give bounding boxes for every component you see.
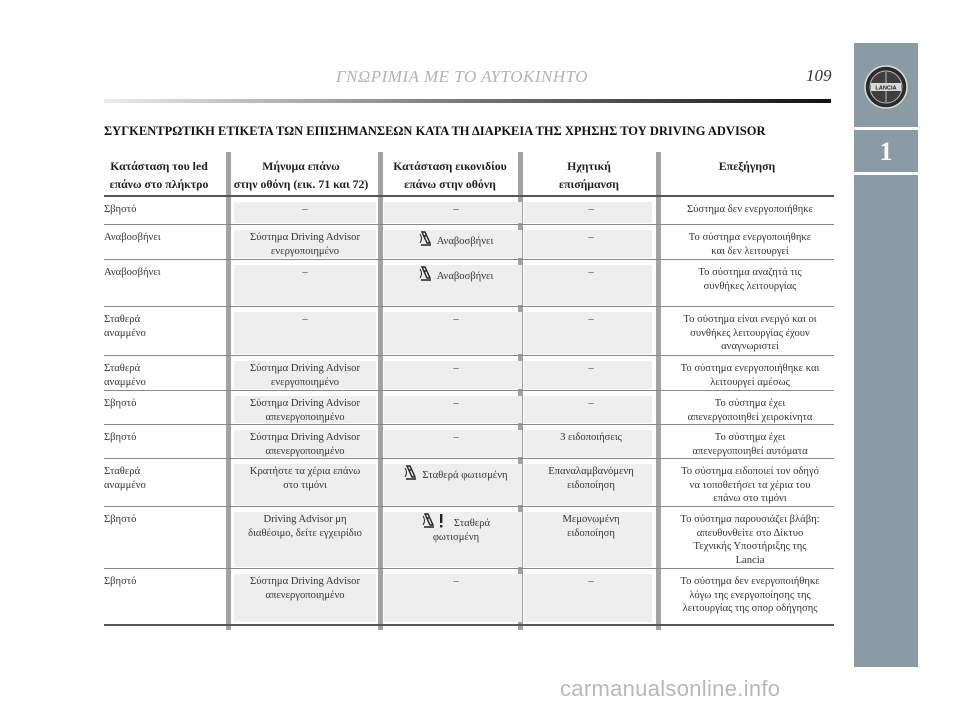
cell-line: – <box>588 204 594 215</box>
cell-line: αναμμένο <box>104 479 146 491</box>
cell-led-state <box>104 513 229 527</box>
cell-line: φωτισμένη <box>432 531 480 543</box>
watermark: carmanualsonline.info <box>560 676 781 701</box>
cell-line: Τεχνικής Υποστήριξης της <box>693 541 807 552</box>
cell-line: ειδοποίηση <box>567 479 615 491</box>
cell-icon-state <box>390 575 522 589</box>
cell-line: Σύστημα Driving Advisor <box>250 363 360 374</box>
cell-line: Το σύστημα αναζητά τις <box>698 267 802 278</box>
table-row <box>104 507 834 569</box>
cell-explanation <box>666 397 834 424</box>
cell-line: απενεργοποιημένο <box>265 589 345 601</box>
driving-advisor-icon <box>419 266 433 282</box>
cell-line: – <box>453 576 459 587</box>
cell-line: – <box>588 267 594 278</box>
cell-line: συνθήκες λειτουργίας <box>703 280 797 292</box>
column-header-sound: Ηχητική επισήμανση <box>559 159 619 191</box>
cell-led-state <box>104 266 229 280</box>
table-row <box>104 307 834 356</box>
cell-icon-state <box>390 431 522 445</box>
cell-line: Επαναλαμβανόμενη <box>548 466 634 477</box>
cell-display-message <box>236 397 374 424</box>
cell-icon-state <box>390 397 522 411</box>
table-row <box>104 569 834 624</box>
cell-line: ενεργοποιημένο <box>270 376 340 388</box>
table-row <box>104 197 834 225</box>
cell-line: – <box>588 576 594 587</box>
cell-led-state <box>104 362 229 389</box>
cell-line <box>390 231 522 249</box>
cell-explanation <box>666 231 834 258</box>
table-row <box>104 391 834 425</box>
driving-advisor-icon <box>419 231 433 247</box>
cell-line <box>390 513 522 531</box>
chapter-number: 1 <box>879 137 893 166</box>
column-header-explanation: Επεξήγηση <box>718 159 776 173</box>
cell-line: Σβηστό <box>104 576 137 587</box>
cell-explanation <box>666 266 834 293</box>
cell-led-state <box>104 575 229 589</box>
cell-line: Σταθερά <box>104 363 141 374</box>
cell-led-state <box>104 203 229 217</box>
table-row <box>104 225 834 260</box>
cell-sound-alert <box>534 313 648 327</box>
cell-line: απενεργοποιηθεί χειροκίνητα <box>687 411 813 423</box>
cell-line: – <box>588 314 594 325</box>
cell-display-message <box>236 362 374 389</box>
cell-line: – <box>453 363 459 374</box>
cell-line: ειδοποίηση <box>567 527 615 539</box>
cell-line: Σταθερά <box>104 466 141 477</box>
cell-line: Το σύστημα είναι ενεργό και οι <box>683 314 817 325</box>
cell-line: Κρατήστε τα χέρια επάνω <box>249 466 361 477</box>
cell-led-state <box>104 231 229 245</box>
side-tab-divider-top <box>854 127 918 130</box>
cell-line: απενεργοποιημένο <box>265 411 345 423</box>
icon-state-label: Σταθερά <box>453 518 491 529</box>
cell-icon-state <box>390 266 522 284</box>
cell-line: Το σύστημα έχει <box>714 398 786 409</box>
cell-line: – <box>453 432 459 443</box>
page-number: 109 <box>806 66 832 85</box>
driving-advisor-fault-icon <box>422 513 450 529</box>
cell-led-state <box>104 313 229 340</box>
cell-line: Μεμονωμένη <box>562 514 620 525</box>
cell-line: στο τιμόνι <box>283 479 327 491</box>
cell-sound-alert <box>534 465 648 492</box>
cell-line: Σύστημα Driving Advisor <box>250 398 360 409</box>
cell-line: αναμμένο <box>104 327 146 339</box>
cell-line: λειτουργίας της σπορ οδήγησης <box>682 603 818 614</box>
cell-line: απενεργοποιημένο <box>265 445 345 457</box>
cell-line: – <box>302 314 308 325</box>
cell-line: – <box>588 398 594 409</box>
cell-line: Driving Advisor μη <box>263 514 347 525</box>
cell-line: Το σύστημα ενεργοποιήθηκε <box>688 232 812 243</box>
cell-line: Το σύστημα παρουσιάζει βλάβη: <box>680 514 820 525</box>
cell-line: Το σύστημα ενεργοποιήθηκε και <box>680 363 820 374</box>
cell-icon-state <box>390 203 522 217</box>
cell-line: Σύστημα Driving Advisor <box>250 432 360 443</box>
cell-line: Το σύστημα ειδοποιεί τον οδηγό <box>681 466 819 477</box>
cell-display-message <box>236 431 374 458</box>
cell-explanation <box>666 362 834 389</box>
lancia-logo-icon <box>864 65 908 109</box>
cell-line: επάνω στο τιμόνι <box>713 493 787 504</box>
cell-line: – <box>588 363 594 374</box>
cell-line: Σβηστό <box>104 432 137 443</box>
cell-line: να τοποθετήσει τα χέρια του <box>689 479 811 491</box>
cell-led-state <box>104 397 229 411</box>
cell-display-message <box>236 513 374 540</box>
cell-line: Σβηστό <box>104 398 137 409</box>
cell-line: λειτουργεί αμέσως <box>710 376 790 388</box>
cell-line: – <box>302 204 308 215</box>
table-row <box>104 356 834 391</box>
cell-sound-alert <box>534 575 648 589</box>
cell-line: Το σύστημα έχει <box>714 432 786 443</box>
cell-icon-state <box>390 313 522 327</box>
cell-line: Αναβοσβήνει <box>104 267 161 278</box>
column-header-icon-state: Κατάσταση εικονιδίου επάνω στην οθόνη <box>393 159 507 191</box>
header-rule <box>104 99 831 103</box>
cell-line: Το σύστημα δεν ενεργοποιήθηκε <box>680 576 820 587</box>
cell-sound-alert <box>534 397 648 411</box>
cell-sound-alert <box>534 231 648 245</box>
cell-sound-alert <box>534 266 648 280</box>
cell-line: – <box>453 314 459 325</box>
table-row <box>104 260 834 307</box>
page-header-title: ΓΝΩΡΙΜΙΑ ΜΕ ΤΟ ΑΥΤΟΚΙΝΗΤΟ <box>336 67 589 86</box>
table-title: ΣΥΓΚΕΝΤΡΩΤΙΚΗ ΕΤΙΚΕΤΑ ΤΩΝ ΕΠΙΣΗΜΑΝΣΕΩΝ ΚΑΤΑ ΤΗ ΔΙΑΡΚΕΙΑ ΤΗΣ ΧΡΗΣΗΣ ΤΟΥ DRIVING ADVISOR <box>104 124 766 138</box>
cell-display-message <box>236 313 374 327</box>
cell-led-state <box>104 431 229 445</box>
cell-line: 3 ειδοποιήσεις <box>560 432 622 443</box>
cell-line <box>390 465 522 483</box>
cell-sound-alert <box>534 513 648 540</box>
cell-display-message <box>236 203 374 217</box>
table-row <box>104 425 834 459</box>
cell-line: Αναβοσβήνει <box>104 232 161 243</box>
cell-line <box>390 266 522 284</box>
cell-icon-state <box>390 513 522 544</box>
cell-sound-alert <box>534 431 648 445</box>
cell-explanation <box>666 465 834 506</box>
cell-line: – <box>302 267 308 278</box>
cell-line: Σβηστό <box>104 514 137 525</box>
cell-display-message <box>236 266 374 280</box>
cell-line: απευθυνθείτε στο Δίκτυο <box>696 527 804 539</box>
cell-explanation <box>666 313 834 354</box>
cell-line: – <box>453 398 459 409</box>
cell-explanation <box>666 203 834 217</box>
cell-line: – <box>453 204 459 215</box>
column-header-led: Κατάσταση του led επάνω στο πλήκτρο <box>109 159 209 191</box>
cell-line: διαθέσιμο, δείτε εγχειρίδιο <box>248 527 362 539</box>
icon-state-label: Σταθερά φωτισμένη <box>422 470 508 481</box>
cell-line: απενεργοποιηθεί αυτόματα <box>692 445 808 457</box>
cell-line: αναγνωριστεί <box>721 341 779 352</box>
cell-sound-alert <box>534 203 648 217</box>
cell-line: συνθήκες λειτουργίας έχουν <box>690 327 810 339</box>
cell-display-message <box>236 465 374 492</box>
cell-explanation <box>666 431 834 458</box>
cell-explanation <box>666 513 834 567</box>
cell-sound-alert <box>534 362 648 376</box>
cell-icon-state <box>390 362 522 376</box>
cell-led-state <box>104 465 229 492</box>
icon-state-label: Αναβοσβήνει <box>436 236 494 247</box>
cell-explanation <box>666 575 834 616</box>
cell-line: αναμμένο <box>104 376 146 388</box>
cell-line: Σταθερά <box>104 314 141 325</box>
cell-line: Σύστημα Driving Advisor <box>250 232 360 243</box>
cell-line: – <box>588 232 594 243</box>
cell-line: Σύστημα Driving Advisor <box>250 576 360 587</box>
lancia-logo-text: LANCIA <box>875 85 897 92</box>
cell-line: ενεργοποιημένο <box>270 245 340 257</box>
icon-state-label: Αναβοσβήνει <box>436 271 494 282</box>
table-bottom-rule <box>104 624 834 626</box>
cell-icon-state <box>390 231 522 249</box>
cell-line: και δεν λειτουργεί <box>711 245 789 257</box>
cell-display-message <box>236 575 374 602</box>
cell-icon-state <box>390 465 522 483</box>
table-row <box>104 459 834 507</box>
cell-line: λόγω της ενεργοποίησης της <box>689 589 811 601</box>
driving-advisor-icon <box>404 465 418 481</box>
column-header-message: Μήνυμα επάνω στην οθόνη (εικ. 71 και 72) <box>233 159 369 191</box>
cell-line: Σύστημα δεν ενεργοποιήθηκε <box>686 204 814 215</box>
cell-display-message <box>236 231 374 258</box>
side-tab-divider-bottom <box>854 172 918 175</box>
cell-line: Σβηστό <box>104 204 137 215</box>
cell-line: Lancia <box>735 554 765 566</box>
